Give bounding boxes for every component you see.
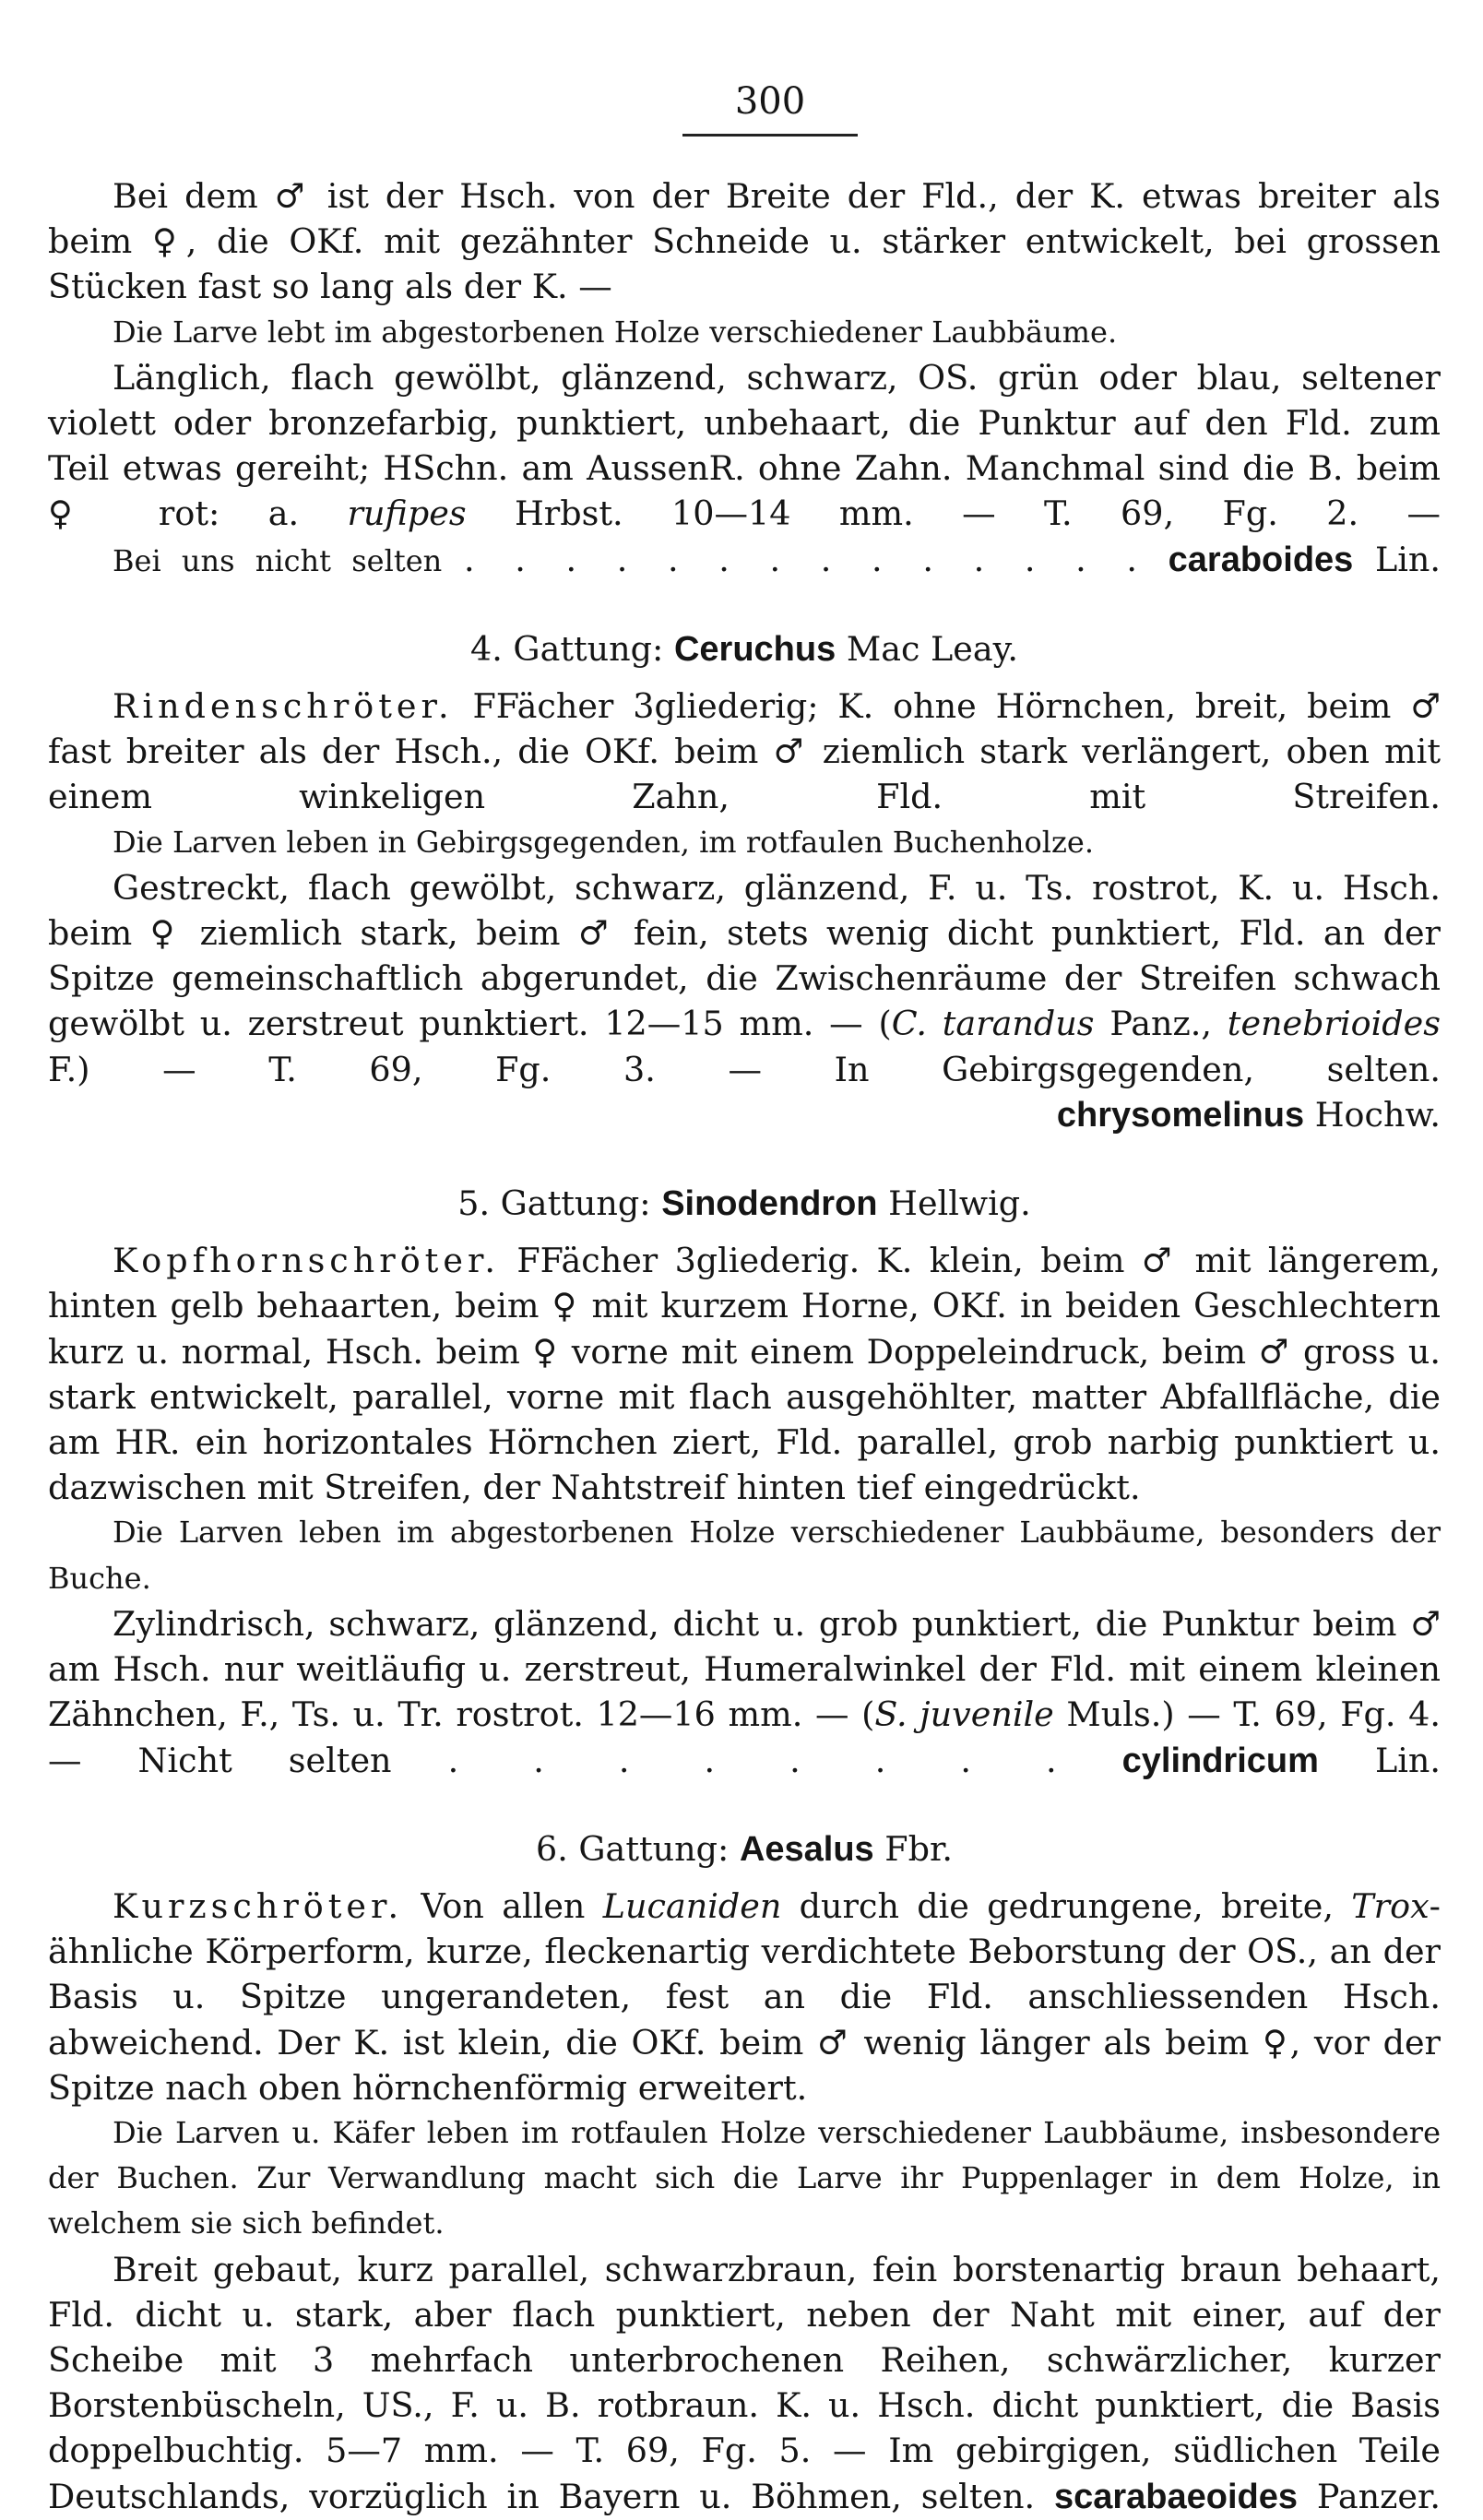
page-body xyxy=(48,173,1441,2520)
ceruchus-larva-note: Die Larve lebt im abgestorbenen Holze verschiedener Laubbäume. xyxy=(113,314,1118,350)
species-name: scarabaeoides xyxy=(1053,2477,1299,2516)
page-number-rule xyxy=(682,134,858,137)
page-number: 300 xyxy=(734,80,806,123)
common-name: Kurzschröter. xyxy=(113,1885,404,1926)
genus-name: Ceruchus xyxy=(673,629,836,669)
genus-diagnosis: Kurzschröter. Von allen Lucaniden durch die gedrungene, breite, Trox-ähnliche Körperform, kurze, fleckenartig verdichtete Beborstung der OS., an der Basis u. Spitze ungerandeten, fest an die Fld. anschliessenden Hsch. abweichend. Der K. ist klein, die OKf. beim ♂ wenig länger als beim ♀, vor der Spitze nach oben hörnchenförmig erweitert. xyxy=(48,1885,1441,2108)
ceruchus-intro-paragraph: Bei dem ♂ ist der Hsch. von der Breite der Fld., der K. etwas breiter als beim ♀, die OKf. mit gezähnter Schneide u. stärker entwickelt, bei grossen Stücken fast so lang als der K. — xyxy=(48,176,1441,307)
species-description: Gestreckt, flach gewölbt, schwarz, glänzend, F. u. Ts. rostrot, K. u. Hsch. beim ♀ ziemlich stark, beim ♂ fein, stets wenig dicht punktiert, Fld. an der Spitze gemeinschaftlich abgerundet, die Zwischenräume der Streifen schwach gewölbt u. zerstreut punktiert. 12—15 mm. — (C. tarandus Panz., tenebrioides F.) — T. 69, Fg. 3. — In Gebirgsgegenden, selten. xyxy=(48,867,1441,1089)
variety-name: rufipes xyxy=(347,493,467,534)
ceruchus-description: Länglich, flach gewölbt, glänzend, schwarz, OS. grün oder blau, seltener violett oder bronzefarbig, punktiert, unbehaart, die Punktur auf den Fld. zum Teil etwas gereiht; HSchn. am AussenR. ohne Zahn. Manchmal sind die B. beim ♀ rot: a. rufipes Hrbst. 10—14 mm. — T. 69, Fg. 2. — xyxy=(48,357,1441,534)
dot-leader: . . . . . . . . . . . . . . xyxy=(463,539,1146,579)
ceruchus-species-line: Bei uns nicht selten . . . . . . . . . . . . . . caraboides Lin. xyxy=(113,539,1441,579)
dot-leader: . . . . . . . . xyxy=(447,1740,1066,1780)
larva-note: Die Larven leben im abgestorbenen Holze verschiedener Laubbäume, besonders der Buche. xyxy=(48,1515,1441,1596)
larva-note: Die Larven u. Käfer leben im rotfaulen Holze verschiedener Laubbäume, insbesondere der Buchen. Zur Verwandlung macht sich die Larve ihr Puppenlager in dem Holze, in welchem sie sich befindet. xyxy=(48,2114,1441,2241)
species-name: cylindricum xyxy=(1121,1741,1319,1780)
genus-heading: 4. Gattung: Ceruchus Mac Leay. xyxy=(469,628,1018,669)
species-description: Zylindrisch, schwarz, glänzend, dicht u. grob punktiert, die Punktur beim ♂ am Hsch. nur weitläufig u. zerstreut, Humeralwinkel der Fld. mit einem kleinen Zähnchen, F., Ts. u. Tr. rostrot. 12—16 mm. — (S. juvenile Muls.) — T. 69, Fg. 4. — Nicht selten . . . . . . . . cylindricum Lin. xyxy=(48,1603,1441,1780)
genus-diagnosis: Kopfhornschröter. FFächer 3gliederig. K. klein, beim ♂ mit längerem, hinten gelb behaarten, beim ♀ mit kurzem Horne, OKf. in beiden Geschlechtern kurz u. normal, Hsch. beim ♀ vorne mit einem Doppeleindruck, beim ♂ gross u. stark entwickelt, parallel, vorne mit flach ausgehöhlter, matter Abfallfläche, die am HR. ein horizontales Hörnchen ziert, Fld. parallel, grob narbig punktiert u. dazwischen mit Streifen, der Nahtstreif hinten tief eingedrückt. xyxy=(48,1241,1441,1508)
genus-heading: 5. Gattung: Sinodendron Hellwig. xyxy=(457,1183,1031,1224)
species-name: chrysomelinus xyxy=(1056,1095,1305,1135)
common-name: Kopfhornschröter. xyxy=(113,1241,500,1281)
species-name: caraboides xyxy=(1168,540,1354,579)
larva-note: Die Larven leben in Gebirgsgegenden, im rotfaulen Buchenholze. xyxy=(113,824,1094,860)
common-name: Rindenschröter. xyxy=(113,686,454,727)
species-line: chrysomelinus Hochw. xyxy=(1056,1094,1441,1135)
species-description: Breit gebaut, kurz parallel, schwarzbraun, fein borstenartig braun behaart, Fld. dicht u. stark, aber flach punktiert, neben der Naht mit einer, auf der Scheibe mit 3 mehrfach unterbrochenen Reihen, schwärzlicher, kurzer Borstenbüscheln, US., F. u. B. rotbraun. K. u. Hsch. dicht punktiert, die Basis doppelbuchtig. 5—7 mm. — T. 69, Fg. 5. — Im gebirgigen, südlichen Teile Deutschlands, vorzüglich in Bayern u. Böhmen, selten. scarabaeoides Panzer. xyxy=(48,2249,1441,2516)
genus-name: Aesalus xyxy=(739,1829,874,1869)
genus-name: Sinodendron xyxy=(661,1184,878,1224)
genus-heading: 6. Gattung: Aesalus Fbr. xyxy=(535,1828,954,1869)
genus-diagnosis: Rindenschröter. FFächer 3gliederig; K. ohne Hörnchen, breit, beim ♂ fast breiter als der Hsch., die OKf. beim ♂ ziemlich stark verlängert, oben mit einem winkeligen Zahn, Fld. mit Streifen. xyxy=(48,686,1441,817)
